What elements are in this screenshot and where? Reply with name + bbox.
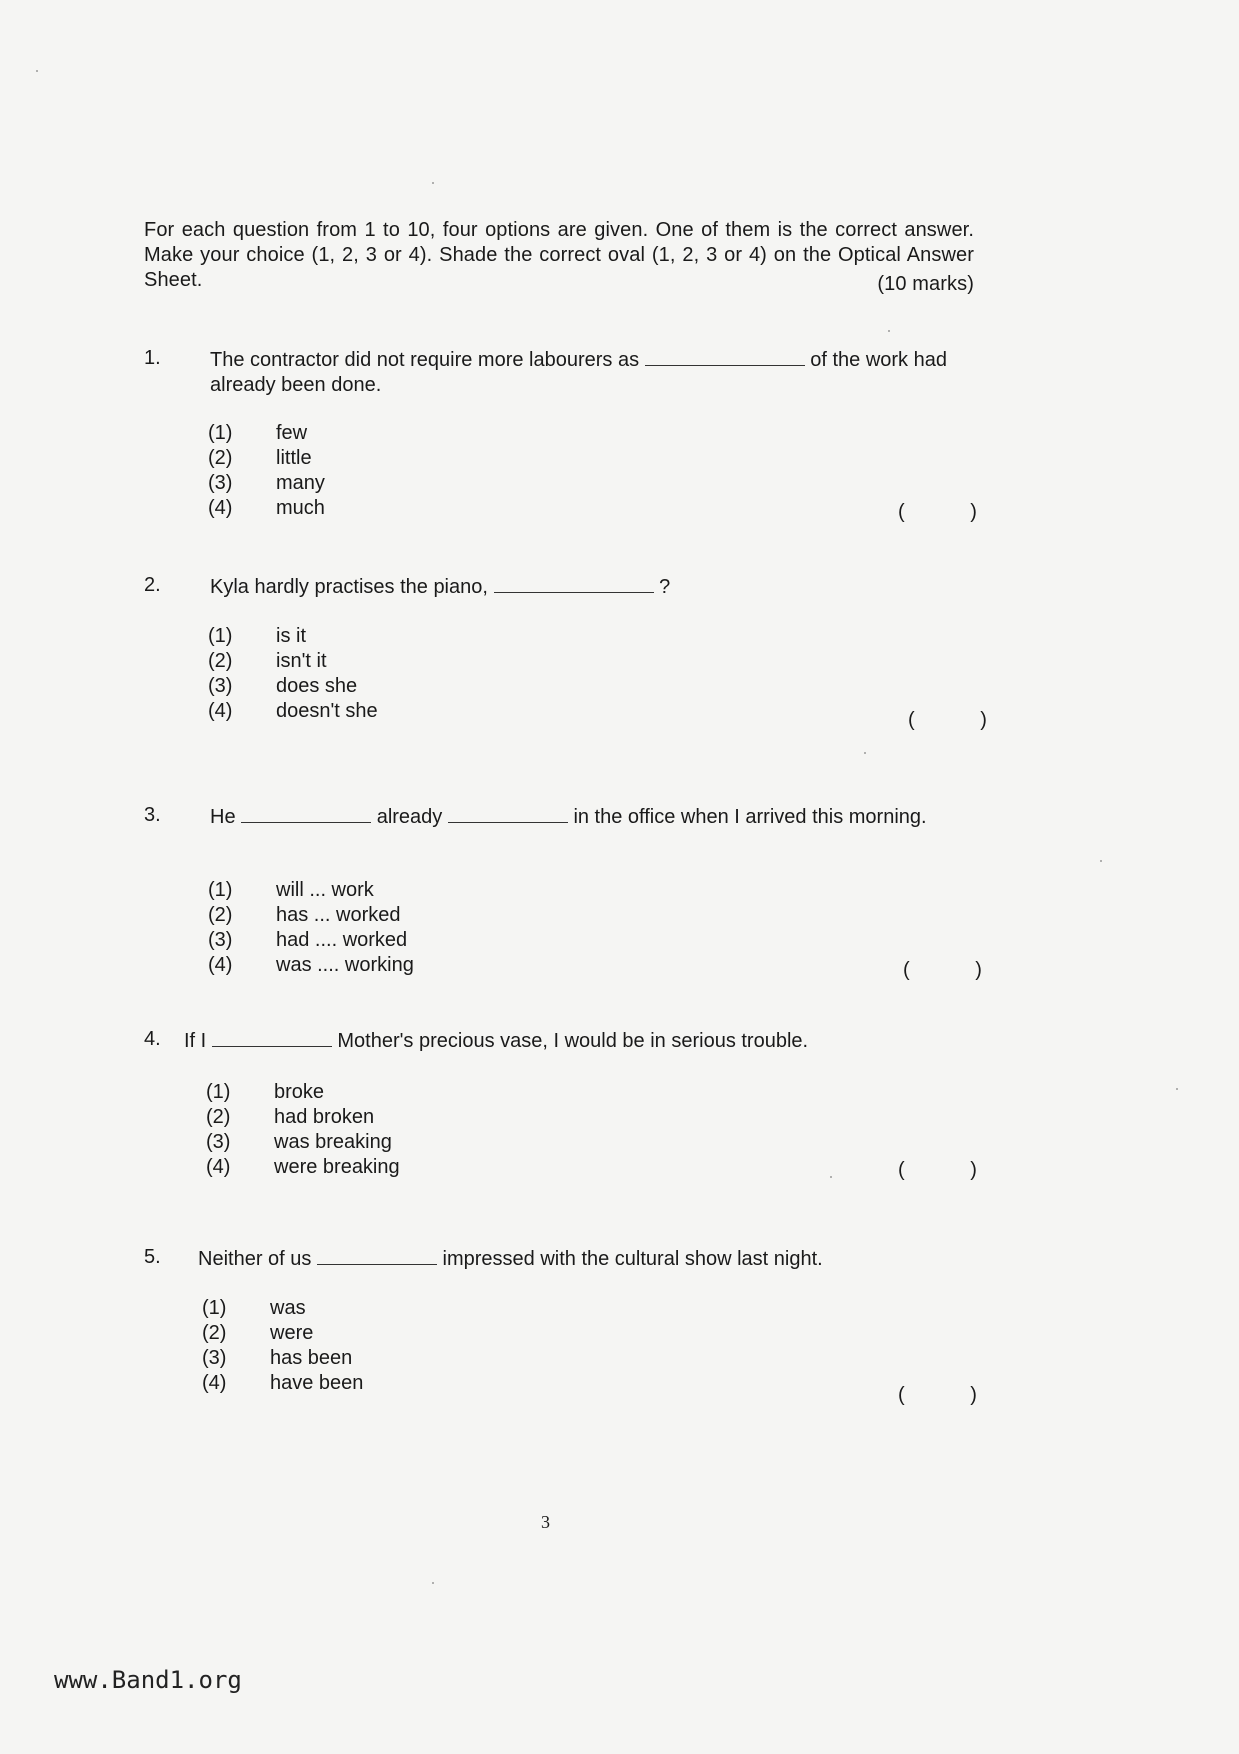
- answer-blank: [645, 347, 805, 366]
- option-number: (2): [208, 447, 233, 469]
- option-2: [208, 446, 325, 471]
- option-text: has been: [270, 1347, 353, 1369]
- question-text: [210, 347, 990, 398]
- option-text: isn't it: [276, 650, 327, 672]
- scan-speck: [864, 752, 866, 754]
- option-text: few: [276, 422, 308, 444]
- answer-blank: [448, 804, 568, 823]
- answer-blank: [317, 1246, 437, 1265]
- option-number: (1): [208, 879, 233, 901]
- marks-label: (10 marks): [877, 273, 974, 295]
- option-3: [202, 1346, 363, 1371]
- option-number: (4): [208, 700, 233, 722]
- option-text: had .... worked: [276, 929, 408, 951]
- option-text: many: [276, 472, 325, 494]
- option-3: [206, 1130, 400, 1155]
- question-text-part: If I: [184, 1030, 207, 1052]
- question-text: [184, 1028, 964, 1054]
- option-4: [208, 496, 325, 521]
- option-4: [208, 699, 378, 724]
- scan-speck: [36, 70, 38, 72]
- option-text: little: [276, 447, 312, 469]
- option-1: [202, 1296, 363, 1321]
- option-3: [208, 674, 378, 699]
- question-number: 5.: [144, 1246, 161, 1268]
- option-3: [208, 471, 325, 496]
- option-number: (3): [208, 675, 233, 697]
- answer-blank: [494, 574, 654, 593]
- question-text-part: The contractor did not require more labourers as: [210, 349, 640, 371]
- question-text-part: Neither of us: [198, 1248, 312, 1270]
- options-list: [202, 1296, 363, 1396]
- option-1: [208, 878, 414, 903]
- option-4: [208, 953, 414, 978]
- answer-box: ( ): [898, 1159, 1007, 1181]
- option-text: does she: [276, 675, 358, 697]
- scan-speck: [1176, 1088, 1178, 1090]
- option-number: (1): [208, 625, 233, 647]
- option-text: was .... working: [276, 954, 414, 976]
- option-number: (3): [208, 472, 233, 494]
- options-list: [208, 421, 325, 521]
- answer-box: ( ): [908, 709, 1017, 731]
- option-number: (1): [202, 1297, 227, 1319]
- scan-speck: [830, 1176, 832, 1178]
- option-text: was: [270, 1297, 306, 1319]
- answer-box: ( ): [898, 1384, 1007, 1406]
- scan-speck: [888, 330, 890, 332]
- question-text-part: in the office when I arrived this morning.: [573, 806, 927, 828]
- question-text-part: Kyla hardly practises the piano,: [210, 576, 488, 598]
- answer-blank: [241, 804, 371, 823]
- page-number: 3: [541, 1512, 550, 1532]
- option-text: were breaking: [274, 1156, 400, 1178]
- question-number: 2.: [144, 574, 161, 596]
- question-text-part: Mother's precious vase, I would be in serious trouble.: [337, 1030, 809, 1052]
- option-1: [208, 421, 325, 446]
- option-text: will ... work: [276, 879, 374, 901]
- option-2: [202, 1321, 363, 1346]
- option-text: has ... worked: [276, 904, 401, 926]
- option-number: (4): [202, 1372, 227, 1394]
- option-2: [208, 903, 414, 928]
- option-2: [206, 1105, 400, 1130]
- answer-blank: [212, 1028, 332, 1047]
- answer-box: ( ): [903, 959, 1012, 981]
- option-text: broke: [274, 1081, 325, 1103]
- question-number: 3.: [144, 804, 161, 826]
- option-text: doesn't she: [276, 700, 378, 722]
- instructions-text: For each question from 1 to 10, four options are given. One of them is the correct answer. Make your choice (1, 2, 3 or 4). Shade the correct oval (1, 2, 3 or 4) on the Optical Answer Sheet.: [144, 219, 974, 291]
- question-number: 4.: [144, 1028, 161, 1050]
- option-number: (4): [208, 497, 233, 519]
- option-number: (2): [206, 1106, 231, 1128]
- question-text-part: ?: [659, 576, 671, 598]
- question-text: [210, 574, 990, 600]
- question-text: [198, 1246, 978, 1272]
- option-number: (4): [206, 1156, 231, 1178]
- scan-speck: [432, 1582, 434, 1584]
- option-number: (2): [208, 650, 233, 672]
- scan-speck: [1100, 860, 1102, 862]
- options-list: [208, 624, 378, 724]
- option-number: (3): [208, 929, 233, 951]
- question-text-part: already: [376, 806, 443, 828]
- option-4: [202, 1371, 363, 1396]
- option-text: was breaking: [274, 1131, 392, 1153]
- option-text: have been: [270, 1372, 364, 1394]
- question-text: [210, 804, 990, 830]
- footer-url: www.Band1.org: [54, 1666, 242, 1694]
- question-number: 1.: [144, 347, 161, 369]
- option-3: [208, 928, 414, 953]
- answer-box: ( ): [898, 501, 1007, 523]
- question-text-part: of the work had already been done.: [210, 349, 947, 396]
- option-4: [206, 1155, 400, 1180]
- option-text: were: [270, 1322, 314, 1344]
- question-text-part: impressed with the cultural show last night.: [442, 1248, 823, 1270]
- option-number: (3): [202, 1347, 227, 1369]
- options-list: [206, 1080, 400, 1180]
- option-1: [208, 624, 378, 649]
- option-number: (4): [208, 954, 233, 976]
- option-number: (1): [208, 422, 233, 444]
- option-2: [208, 649, 378, 674]
- option-number: (3): [206, 1131, 231, 1153]
- option-text: much: [276, 497, 325, 519]
- scan-speck: [432, 182, 434, 184]
- option-text: had broken: [274, 1106, 375, 1128]
- options-list: [208, 878, 414, 978]
- question-text-part: He: [210, 806, 236, 828]
- option-text: is it: [276, 625, 306, 647]
- option-number: (1): [206, 1081, 231, 1103]
- instructions: [144, 218, 974, 293]
- option-number: (2): [208, 904, 233, 926]
- option-number: (2): [202, 1322, 227, 1344]
- option-1: [206, 1080, 400, 1105]
